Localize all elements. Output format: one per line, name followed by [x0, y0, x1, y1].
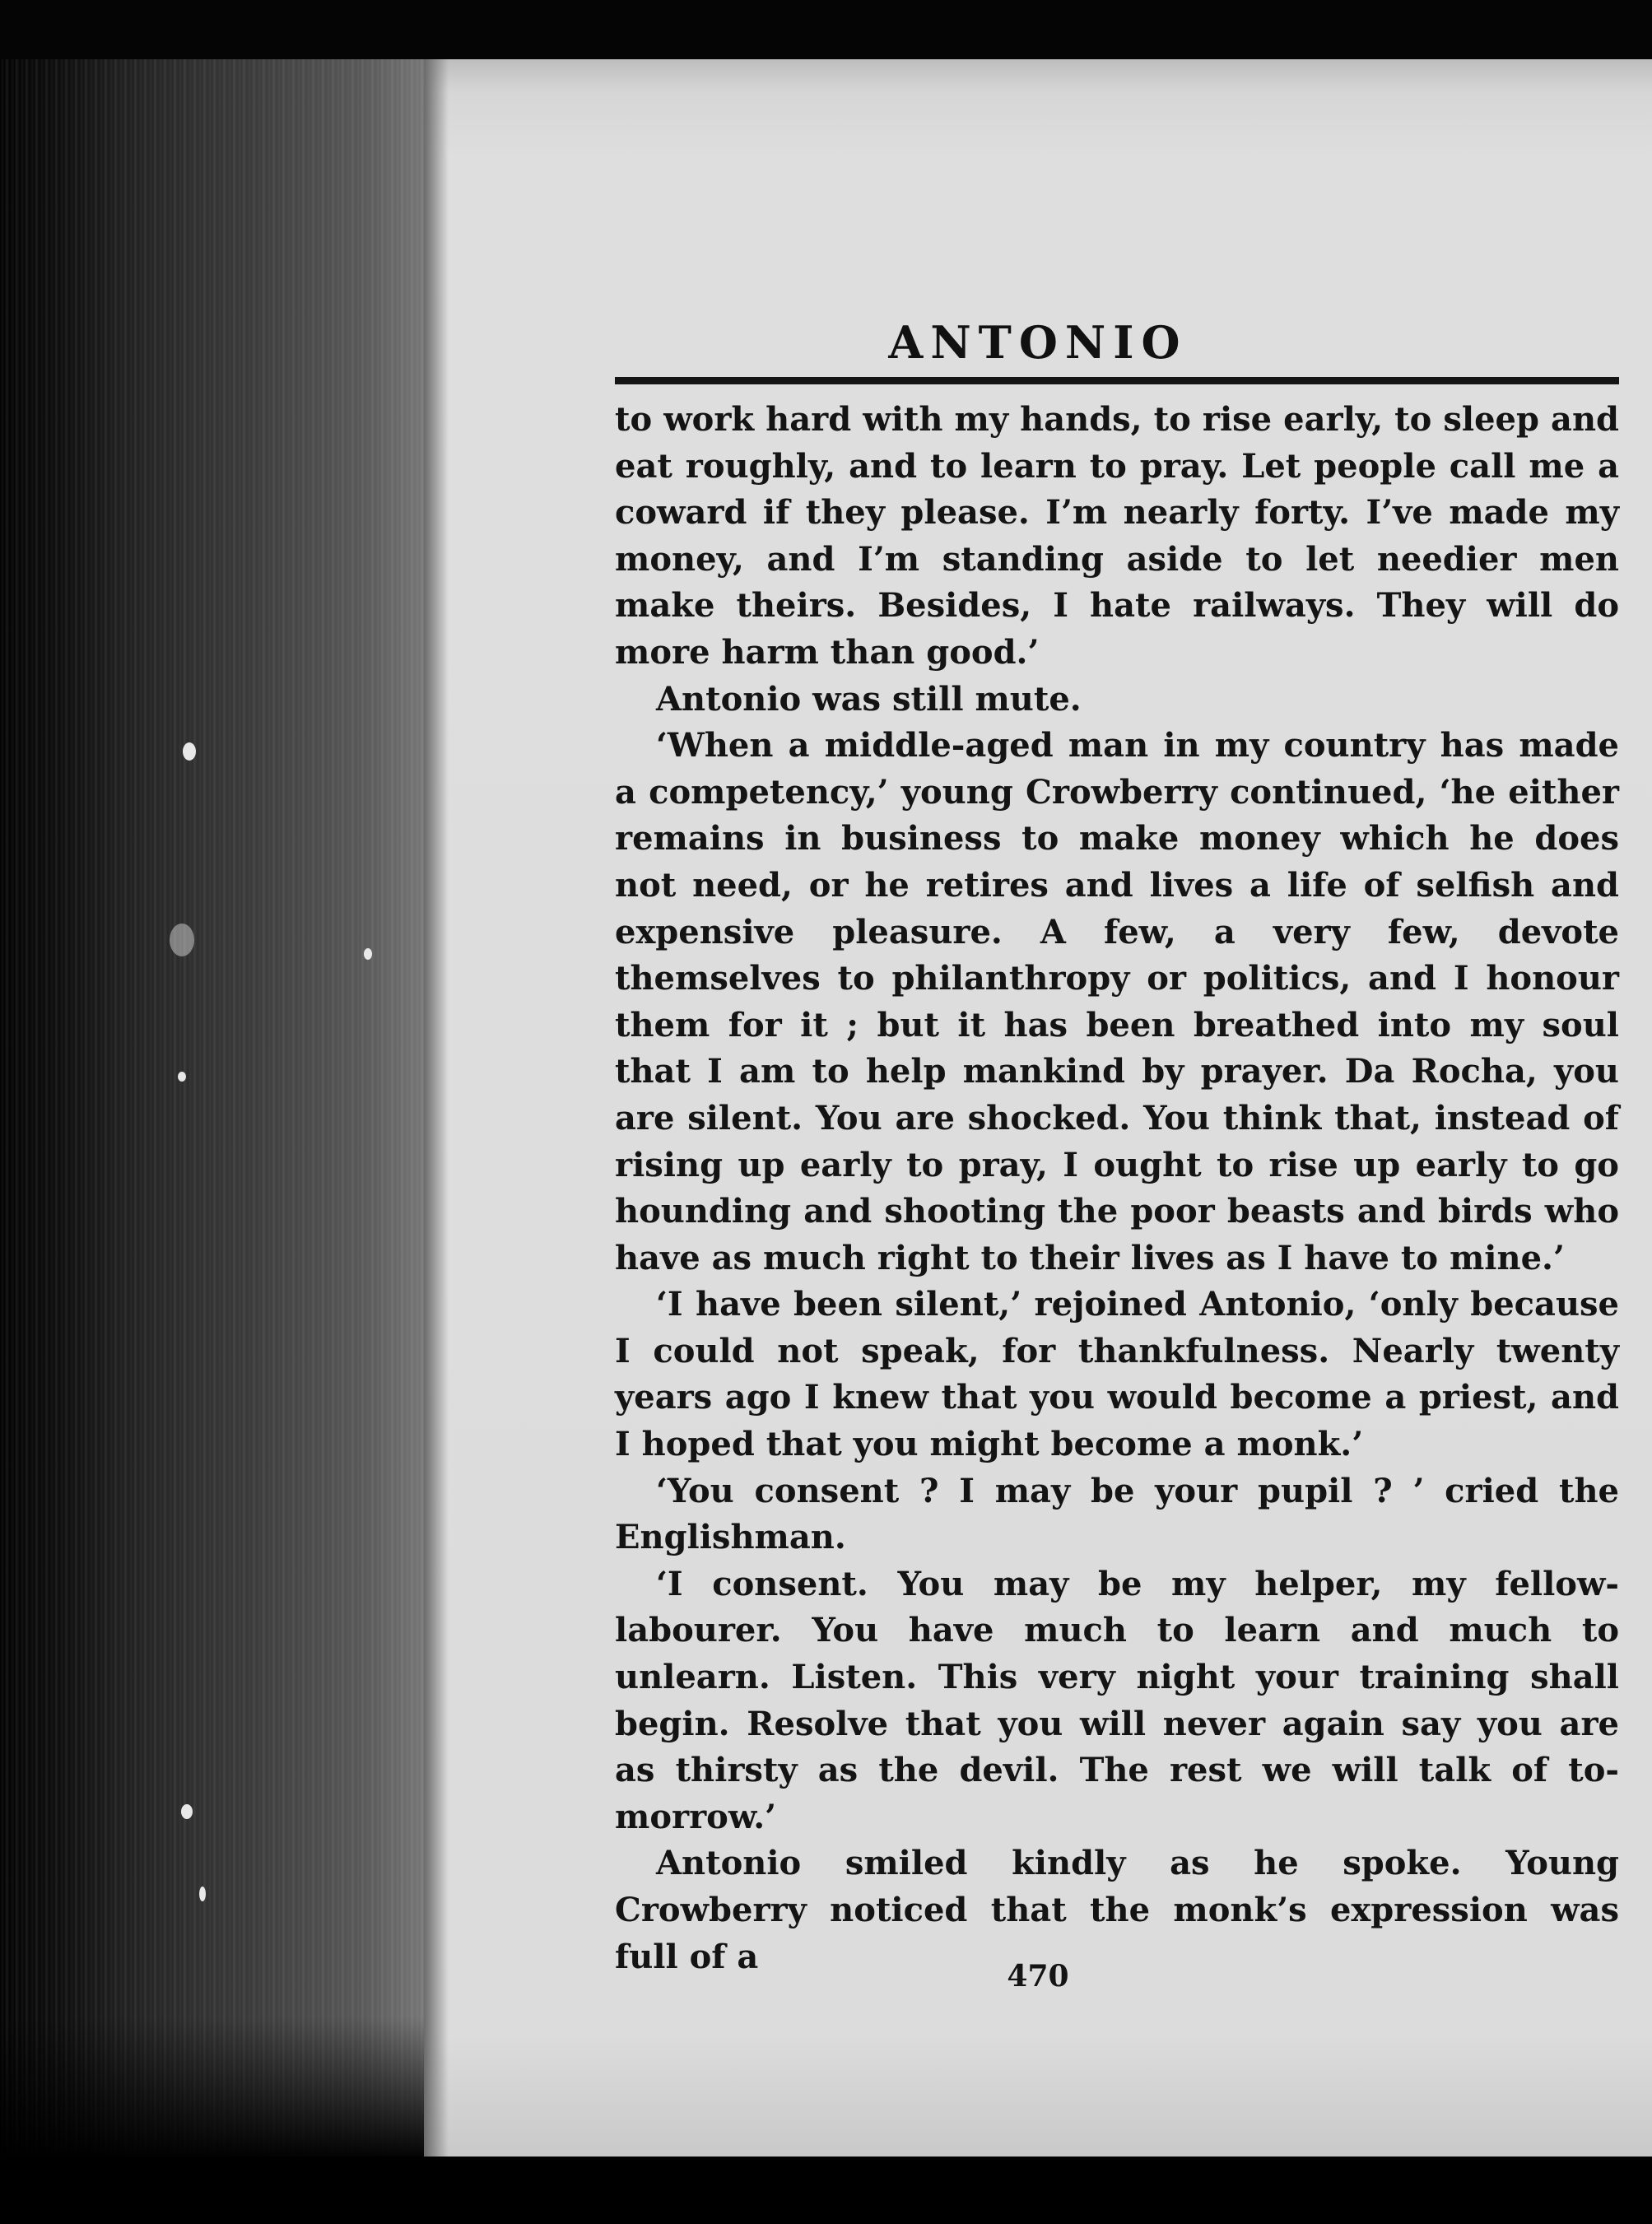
paragraph: Antonio smiled kindly as he spoke. Young Crowberry noticed that the monk’s expression was full of a	[615, 1844, 1619, 1976]
paragraph: to work hard with my hands, to rise early, to sleep and eat roughly, and to learn to pray. Let people call me a coward if they please. I’m nearly forty. I’ve made my money, and I’m standing aside to let needier men make theirs. Besides, I hate railways. They will do more harm than good.’	[615, 400, 1619, 672]
book-spine-shadow	[0, 59, 428, 2224]
paragraph: Antonio was still mute.	[656, 679, 1082, 719]
scan-bottom-border	[0, 2157, 1652, 2224]
book-page	[424, 59, 1652, 2157]
header-rule	[615, 377, 1619, 384]
paragraph: ‘When a middle-aged man in my country has made a competency,’ young Crowberry continued, ‘he either remains in business to make money which he does not need, or he retires and lives a life of selfish and expensive pleasure. A few, a very few, devote themselves to philanthropy or politics, and I honour them for it ; but it has been breathed into my soul that I am to help mankind by prayer. Da Rocha, you are silent. You are shocked. You think that, instead of rising up early to pray, I ought to rise up early to go hounding and shooting the poor beasts and birds who have as much right to their lives as I have to mine.’	[615, 726, 1619, 1277]
dust-speck	[364, 948, 372, 960]
paragraph: ‘I consent. You may be my helper, my fellow-labourer. You have much to learn and much to unlearn. Listen. This very night your training shall begin. Resolve that you will never again say you are as thirsty as the devil. The rest we will talk of to-morrow.’	[615, 1564, 1619, 1836]
dust-speck	[183, 742, 196, 761]
scan-top-border	[0, 0, 1652, 59]
dust-speck	[199, 1887, 206, 1901]
page-gutter-edge	[424, 59, 449, 2157]
body-text	[615, 397, 1619, 1980]
dust-speck	[178, 1072, 186, 1082]
paragraph: ‘I have been silent,’ rejoined Antonio, ‘only because I could not speak, for thankfulness. Nearly twenty years ago I knew that you would become a priest, and I hoped that you might become a monk.’	[615, 1285, 1619, 1464]
dust-speck	[181, 1804, 193, 1819]
running-head: ANTONIO	[888, 316, 1188, 369]
paragraph: ‘You consent ? I may be your pupil ? ’ cried the Englishman.	[615, 1471, 1619, 1557]
dust-speck	[170, 924, 194, 956]
page-number: 470	[1007, 1959, 1069, 1994]
